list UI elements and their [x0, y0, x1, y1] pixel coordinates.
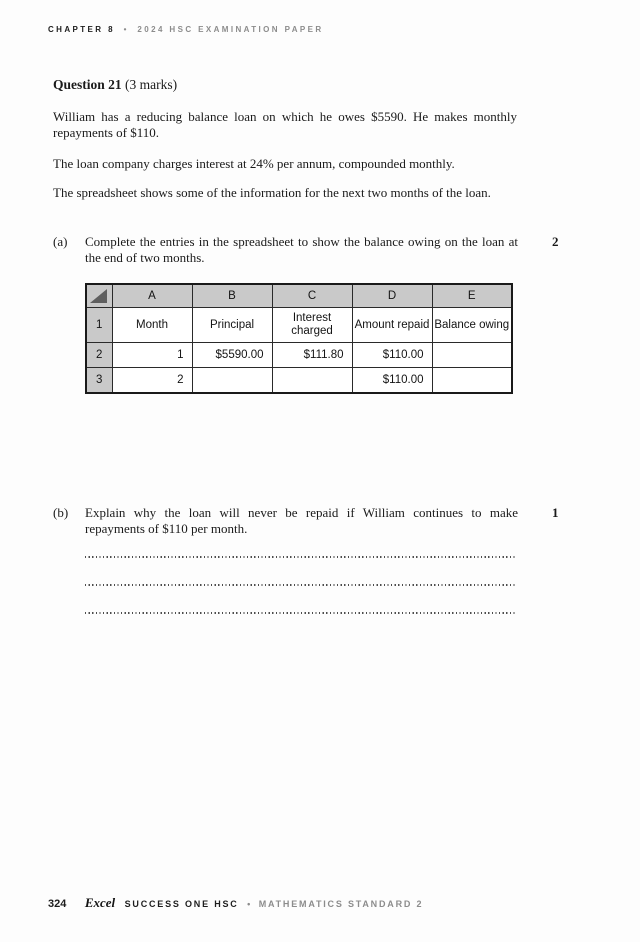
part-b-marks: 1: [552, 505, 559, 520]
cell-e3: [432, 368, 512, 394]
question-marks-note: (3 marks): [125, 77, 178, 92]
header-title: 2024 HSC EXAMINATION PAPER: [137, 25, 324, 34]
row-header-1: 1: [86, 308, 112, 343]
answer-line: [85, 556, 517, 558]
cell-d3: $110.00: [352, 368, 432, 394]
cell-b2: $5590.00: [192, 343, 272, 368]
question-paragraph-3: The spreadsheet shows some of the information for the next two months of the loan.: [53, 185, 491, 200]
column-header-c: C: [272, 284, 352, 308]
part-a-label: (a): [53, 234, 68, 249]
table-row: [86, 343, 512, 368]
cell-d1: Amount repaid: [352, 308, 432, 343]
series-title: SUCCESS ONE HSC: [124, 899, 239, 909]
row-header-3: 3: [86, 368, 112, 394]
part-a-marks: 2: [552, 234, 559, 249]
part-a-text: Complete the entries in the spreadsheet to show the balance owing on the loan at the end of two months.: [85, 234, 518, 265]
column-header-e: E: [432, 284, 512, 308]
header-separator: •: [123, 25, 129, 34]
cell-a3: 2: [112, 368, 192, 394]
table-row: [86, 308, 512, 343]
select-all-corner-cell: [86, 284, 112, 308]
cell-d2: $110.00: [352, 343, 432, 368]
select-all-triangle-icon: [88, 287, 110, 305]
question-number: Question 21: [53, 77, 122, 92]
cell-e1: Balance owing: [432, 308, 512, 343]
spreadsheet-table: [85, 283, 513, 394]
cell-c1: Interest charged: [272, 308, 352, 343]
part-b-text: Explain why the loan will never be repaid if William continues to make repayments of $110 per month.: [85, 505, 518, 536]
cell-e2: [432, 343, 512, 368]
cell-b3: [192, 368, 272, 394]
page-header: [48, 25, 324, 34]
part-b-label: (b): [53, 505, 69, 520]
cell-c2: $111.80: [272, 343, 352, 368]
page-number: 324: [48, 898, 67, 910]
column-header-a: A: [112, 284, 192, 308]
cell-a1: Month: [112, 308, 192, 343]
question-title: [53, 77, 177, 93]
column-header-d: D: [352, 284, 432, 308]
cell-b1: Principal: [192, 308, 272, 343]
cell-a2: 1: [112, 343, 192, 368]
brand-name: Excel: [84, 895, 116, 910]
chapter-label: CHAPTER 8: [48, 25, 115, 34]
answer-line: [85, 584, 517, 586]
column-header-b: B: [192, 284, 272, 308]
question-paragraph-1: William has a reducing balance loan on which he owes $5590. He makes monthly repayments of $110.: [53, 109, 517, 140]
answer-line: [85, 612, 517, 614]
footer-separator: •: [247, 899, 251, 909]
column-letters-row: [86, 284, 512, 308]
question-paragraph-2: The loan company charges interest at 24% per annum, compounded monthly.: [53, 156, 455, 171]
subject-title: MATHEMATICS STANDARD 2: [258, 899, 424, 909]
cell-c3: [272, 368, 352, 394]
table-row: [86, 368, 512, 394]
page-footer: [48, 894, 423, 912]
row-header-2: 2: [86, 343, 112, 368]
